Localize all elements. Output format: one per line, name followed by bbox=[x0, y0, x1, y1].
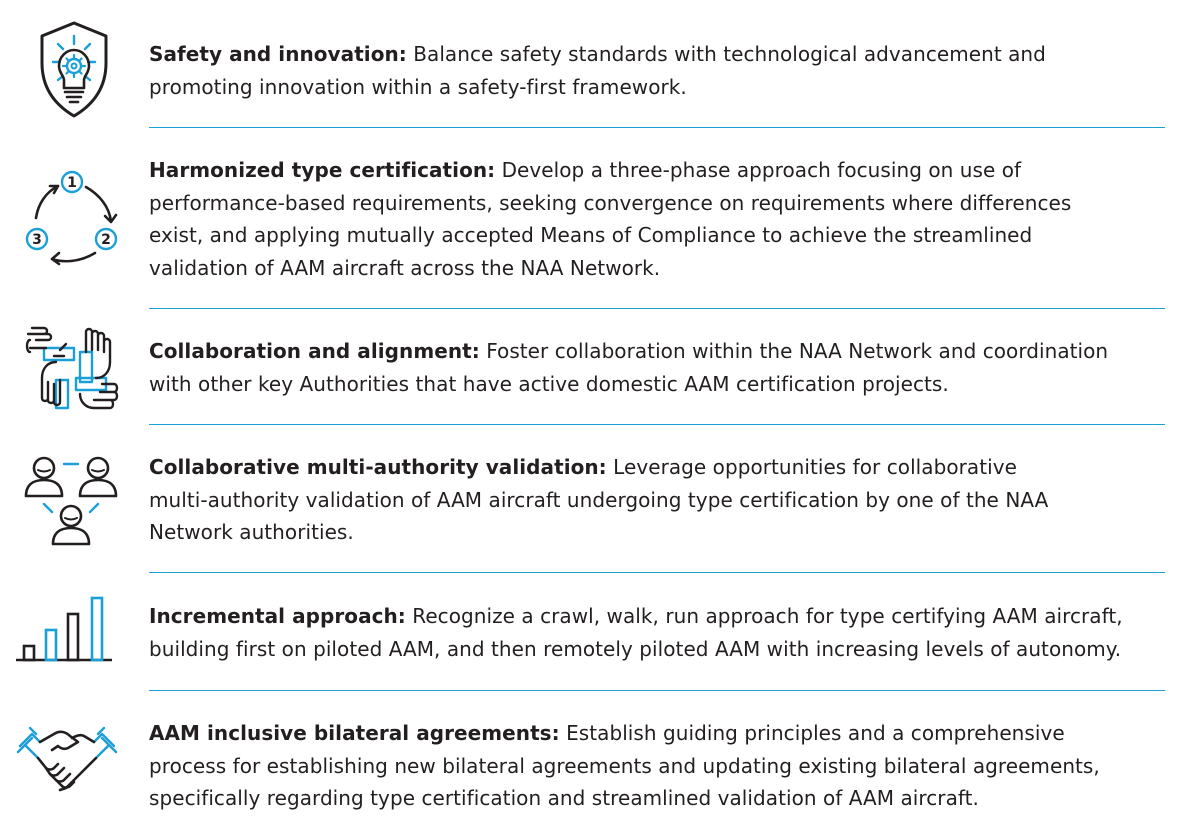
principle-text bbox=[149, 717, 1179, 815]
text-line-2: performance-based requirements, seeking convergence on requirements where differences bbox=[149, 190, 1072, 215]
principle-body: Recognize a crawl, walk, run approach for type certifying AAM aircraft, bbox=[405, 604, 1123, 628]
cycle-step-3: 3 bbox=[32, 232, 42, 248]
principle-heading: Collaborative multi-authority validation: bbox=[149, 455, 607, 479]
text-line-2: building first on piloted AAM, and then remotely piloted AAM with increasing levels of autonomy. bbox=[149, 636, 1122, 661]
text-line-2: multi-authority validation of AAM aircraft undergoing type certification by one of the NAA bbox=[149, 487, 1049, 512]
principle-heading: Collaboration and alignment: bbox=[149, 339, 480, 363]
principle-body: Leverage opportunities for collaborative bbox=[606, 455, 1017, 479]
principle-text bbox=[149, 38, 1179, 103]
text-line-1 bbox=[149, 38, 1179, 71]
principle-body: Develop a three-phase approach focusing on use of bbox=[495, 158, 1022, 182]
text-line-1 bbox=[149, 451, 1179, 484]
text-line-3: exist, and applying mutually accepted Means of Compliance to achieve the streamlined bbox=[149, 223, 1033, 247]
text-line-1 bbox=[149, 600, 1179, 633]
text-line-1 bbox=[149, 154, 1179, 187]
handshake-icon bbox=[14, 718, 120, 818]
principle-heading: AAM inclusive bilateral agreements: bbox=[149, 721, 560, 745]
principle-text bbox=[149, 451, 1179, 549]
cycle-step-2: 2 bbox=[101, 232, 111, 248]
text-line-3: Network authorities. bbox=[149, 520, 354, 544]
principle-text bbox=[149, 335, 1179, 400]
text-line-1 bbox=[149, 335, 1179, 368]
section-divider bbox=[149, 572, 1165, 573]
section-divider bbox=[149, 424, 1165, 425]
principle-body: Balance safety standards with technological advancement and bbox=[406, 42, 1046, 66]
cycle-step-1: 1 bbox=[67, 175, 77, 191]
section-divider bbox=[149, 690, 1165, 691]
principle-text bbox=[149, 600, 1179, 665]
section-divider bbox=[149, 127, 1165, 128]
three-people-network-icon bbox=[14, 450, 120, 550]
principle-body: Establish guiding principles and a comprehensive bbox=[559, 721, 1065, 745]
text-line-2: promoting innovation within a safety-first framework. bbox=[149, 74, 687, 99]
shield-lightbulb-gear-icon bbox=[14, 18, 120, 118]
text-line-1 bbox=[149, 717, 1179, 750]
principle-text bbox=[149, 154, 1179, 284]
text-line-2: process for establishing new bilateral agreements and updating existing bilateral agreements, bbox=[149, 753, 1100, 778]
text-line-2: with other key Authorities that have active domestic AAM certification projects. bbox=[149, 371, 949, 396]
text-line-4: validation of AAM aircraft across the NAA Network. bbox=[149, 255, 661, 280]
three-step-cycle-icon bbox=[14, 165, 120, 265]
principle-heading: Safety and innovation: bbox=[149, 42, 407, 66]
principle-body: Foster collaboration within the NAA Network and coordination bbox=[479, 339, 1109, 363]
ascending-bars-icon bbox=[14, 590, 120, 690]
text-line-3: specifically regarding type certification and streamlined validation of AAM aircraft. bbox=[149, 786, 979, 810]
principle-heading: Harmonized type certification: bbox=[149, 158, 496, 182]
section-divider bbox=[149, 308, 1165, 309]
principle-heading: Incremental approach: bbox=[149, 604, 406, 628]
interlocking-hands-icon bbox=[14, 322, 120, 422]
